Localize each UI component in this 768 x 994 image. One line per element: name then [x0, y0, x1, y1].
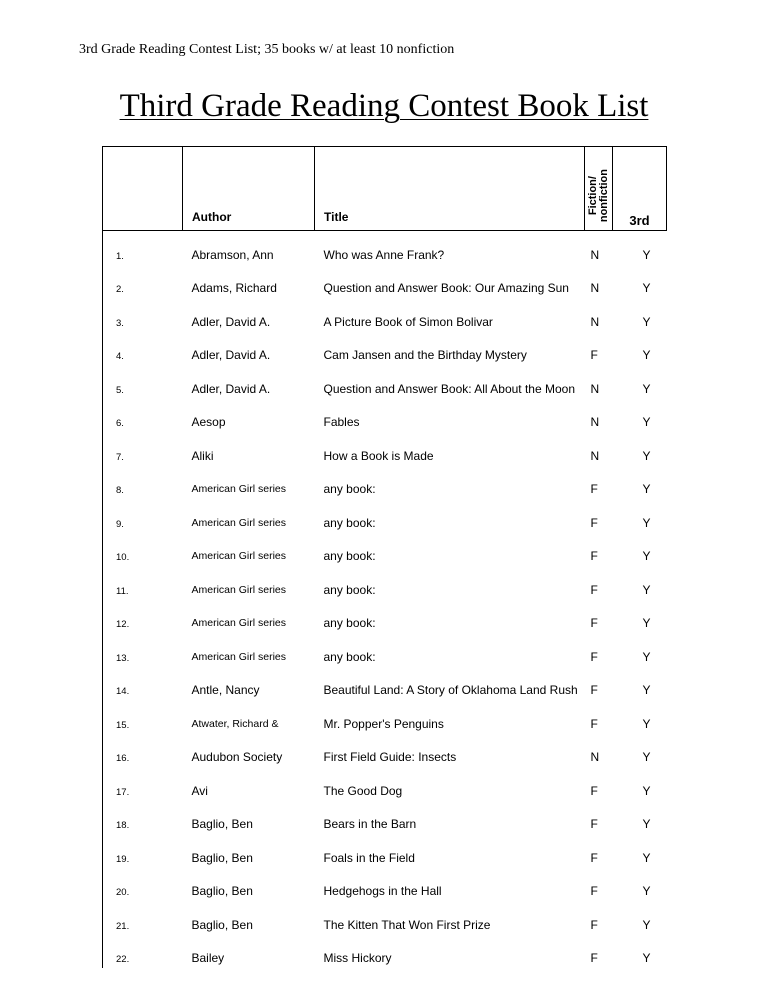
- book-type: F: [590, 884, 598, 898]
- book-title: any book:: [323, 616, 376, 630]
- book-grade: Y: [642, 951, 651, 965]
- column-header-number: [103, 147, 183, 231]
- table-row: [103, 466, 667, 500]
- book-title: Foals in the Field: [323, 850, 415, 865]
- book-author: American Girl series: [191, 617, 287, 629]
- book-author: Bailey: [191, 951, 225, 965]
- page-title: Third Grade Reading Contest Book List: [119, 88, 649, 124]
- book-number: 7.: [103, 432, 183, 466]
- book-grade: Y: [642, 515, 651, 530]
- book-title: Cam Jansen and the Birthday Mystery: [323, 348, 527, 362]
- table-row: [103, 566, 667, 600]
- table-header-row: [103, 147, 667, 231]
- book-type: F: [590, 582, 598, 597]
- book-title: Miss Hickory: [323, 951, 392, 965]
- table-row: [103, 298, 667, 332]
- book-number: 19.: [103, 834, 183, 868]
- book-title: any book:: [323, 582, 376, 597]
- book-grade: Y: [642, 716, 651, 731]
- book-title: Beautiful Land: A Story of Oklahoma Land Rush: [323, 683, 578, 697]
- book-author: Baglio, Ben: [191, 850, 253, 865]
- book-title: Hedgehogs in the Hall: [323, 884, 442, 898]
- book-author: American Girl series: [191, 583, 287, 596]
- book-number: 4.: [103, 332, 183, 366]
- book-number: 18.: [103, 801, 183, 835]
- book-author: Baglio, Ben: [191, 917, 253, 932]
- book-author: Aliki: [191, 448, 214, 463]
- book-author: Adler, David A.: [191, 314, 271, 329]
- book-grade: Y: [642, 281, 651, 295]
- book-number: 1.: [103, 231, 183, 265]
- book-number: 3.: [103, 298, 183, 332]
- book-author: Aesop: [191, 415, 226, 429]
- book-grade: Y: [642, 817, 651, 831]
- book-title: The Good Dog: [323, 783, 403, 798]
- book-list-table: [102, 146, 667, 968]
- book-type: F: [590, 951, 598, 965]
- book-type: F: [590, 549, 598, 563]
- book-number: 6.: [103, 399, 183, 433]
- book-type: N: [590, 415, 600, 429]
- book-author: American Girl series: [191, 650, 287, 663]
- book-title: First Field Guide: Insects: [323, 750, 457, 764]
- table-row: [103, 767, 667, 801]
- book-grade: Y: [642, 582, 651, 597]
- book-grade: Y: [642, 750, 651, 764]
- book-type: N: [590, 448, 600, 463]
- book-number: 21.: [103, 901, 183, 935]
- book-type: F: [590, 783, 598, 798]
- book-number: 10.: [103, 533, 183, 567]
- book-title: Question and Answer Book: Our Amazing Sun: [323, 281, 569, 295]
- column-header-grade: 3rd: [613, 147, 667, 231]
- book-grade: Y: [642, 783, 651, 798]
- book-number: 13.: [103, 633, 183, 667]
- book-type: F: [590, 348, 598, 362]
- column-header-title: Title: [315, 147, 585, 231]
- book-grade: Y: [642, 917, 651, 932]
- book-author: American Girl series: [191, 483, 287, 495]
- book-title: Question and Answer Book: All About the Moon: [323, 381, 575, 396]
- table-row: [103, 667, 667, 701]
- book-title: Who was Anne Frank?: [323, 247, 445, 262]
- book-title: How a Book is Made: [323, 448, 434, 463]
- book-number: 9.: [103, 499, 183, 533]
- book-author: American Girl series: [191, 550, 287, 562]
- book-type: F: [590, 850, 598, 865]
- book-title: Bears in the Barn: [323, 817, 417, 831]
- book-type: N: [590, 281, 600, 295]
- book-author: Baglio, Ben: [191, 817, 253, 831]
- book-author: Atwater, Richard &: [191, 717, 279, 730]
- book-grade: Y: [642, 381, 651, 396]
- book-grade: Y: [642, 314, 651, 329]
- book-grade: Y: [642, 884, 651, 898]
- book-type: F: [590, 716, 598, 731]
- book-author: Abramson, Ann: [191, 247, 274, 262]
- book-number: 17.: [103, 767, 183, 801]
- book-title: A Picture Book of Simon Bolivar: [323, 314, 493, 329]
- book-grade: Y: [642, 649, 651, 664]
- book-number: 16.: [103, 734, 183, 768]
- book-grade: Y: [642, 415, 651, 429]
- book-type: F: [590, 917, 598, 932]
- book-number: 2.: [103, 265, 183, 299]
- table-row: [103, 901, 667, 935]
- table-row: [103, 533, 667, 567]
- table-row: [103, 600, 667, 634]
- table-row: [103, 499, 667, 533]
- book-grade: Y: [642, 247, 651, 262]
- table-row: [103, 834, 667, 868]
- book-number: 12.: [103, 600, 183, 634]
- book-type: F: [590, 649, 598, 664]
- book-number: 22.: [103, 935, 183, 969]
- table-row: [103, 432, 667, 466]
- table-row: [103, 399, 667, 433]
- book-author: Antle, Nancy: [191, 683, 260, 697]
- book-number: 20.: [103, 868, 183, 902]
- column-header-fiction: [585, 147, 613, 231]
- table-row: [103, 231, 667, 265]
- table-row: [103, 700, 667, 734]
- book-title: any book:: [323, 515, 376, 530]
- table-row: [103, 365, 667, 399]
- book-author: Adams, Richard: [191, 281, 277, 295]
- table-row: [103, 801, 667, 835]
- book-title: any book:: [323, 649, 376, 664]
- column-header-fiction-text: [588, 169, 610, 222]
- book-number: 14.: [103, 667, 183, 701]
- book-grade: Y: [642, 482, 651, 496]
- book-title: Fables: [323, 415, 360, 429]
- book-grade: Y: [642, 850, 651, 865]
- book-grade: Y: [642, 549, 651, 563]
- book-type: N: [590, 247, 600, 262]
- book-author: Adler, David A.: [191, 381, 271, 396]
- book-type: F: [590, 683, 598, 697]
- book-author: Baglio, Ben: [191, 884, 253, 898]
- book-number: 15.: [103, 700, 183, 734]
- book-number: 11.: [103, 566, 183, 600]
- fiction-line-1: Fiction/: [586, 175, 599, 215]
- book-grade: Y: [642, 448, 651, 463]
- book-author: Adler, David A.: [191, 348, 271, 362]
- table-row: [103, 633, 667, 667]
- book-title: any book:: [323, 549, 376, 563]
- book-type: N: [590, 314, 600, 329]
- table-row: [103, 734, 667, 768]
- book-author: American Girl series: [191, 516, 287, 529]
- book-author: Audubon Society: [191, 750, 283, 764]
- book-title: The Kitten That Won First Prize: [323, 917, 491, 932]
- book-type: F: [590, 616, 598, 630]
- book-rows: [103, 231, 667, 969]
- book-type: N: [590, 381, 600, 396]
- book-title: Mr. Popper's Penguins: [323, 716, 444, 731]
- book-type: F: [590, 515, 598, 530]
- table-row: [103, 935, 667, 969]
- book-type: N: [590, 750, 600, 764]
- book-grade: Y: [642, 616, 651, 630]
- book-number: 8.: [103, 466, 183, 500]
- table-row: [103, 868, 667, 902]
- book-type: F: [590, 482, 598, 496]
- book-number: 5.: [103, 365, 183, 399]
- fiction-line-2: nonfiction: [597, 168, 610, 222]
- column-header-author: Author: [183, 147, 315, 231]
- running-header: 3rd Grade Reading Contest List; 35 books w/ at least 10 nonfiction: [79, 42, 455, 57]
- book-author: Avi: [191, 783, 208, 798]
- book-type: F: [590, 817, 598, 831]
- book-grade: Y: [642, 348, 651, 362]
- book-grade: Y: [642, 683, 651, 697]
- table-row: [103, 332, 667, 366]
- book-title: any book:: [323, 482, 376, 496]
- table-row: [103, 265, 667, 299]
